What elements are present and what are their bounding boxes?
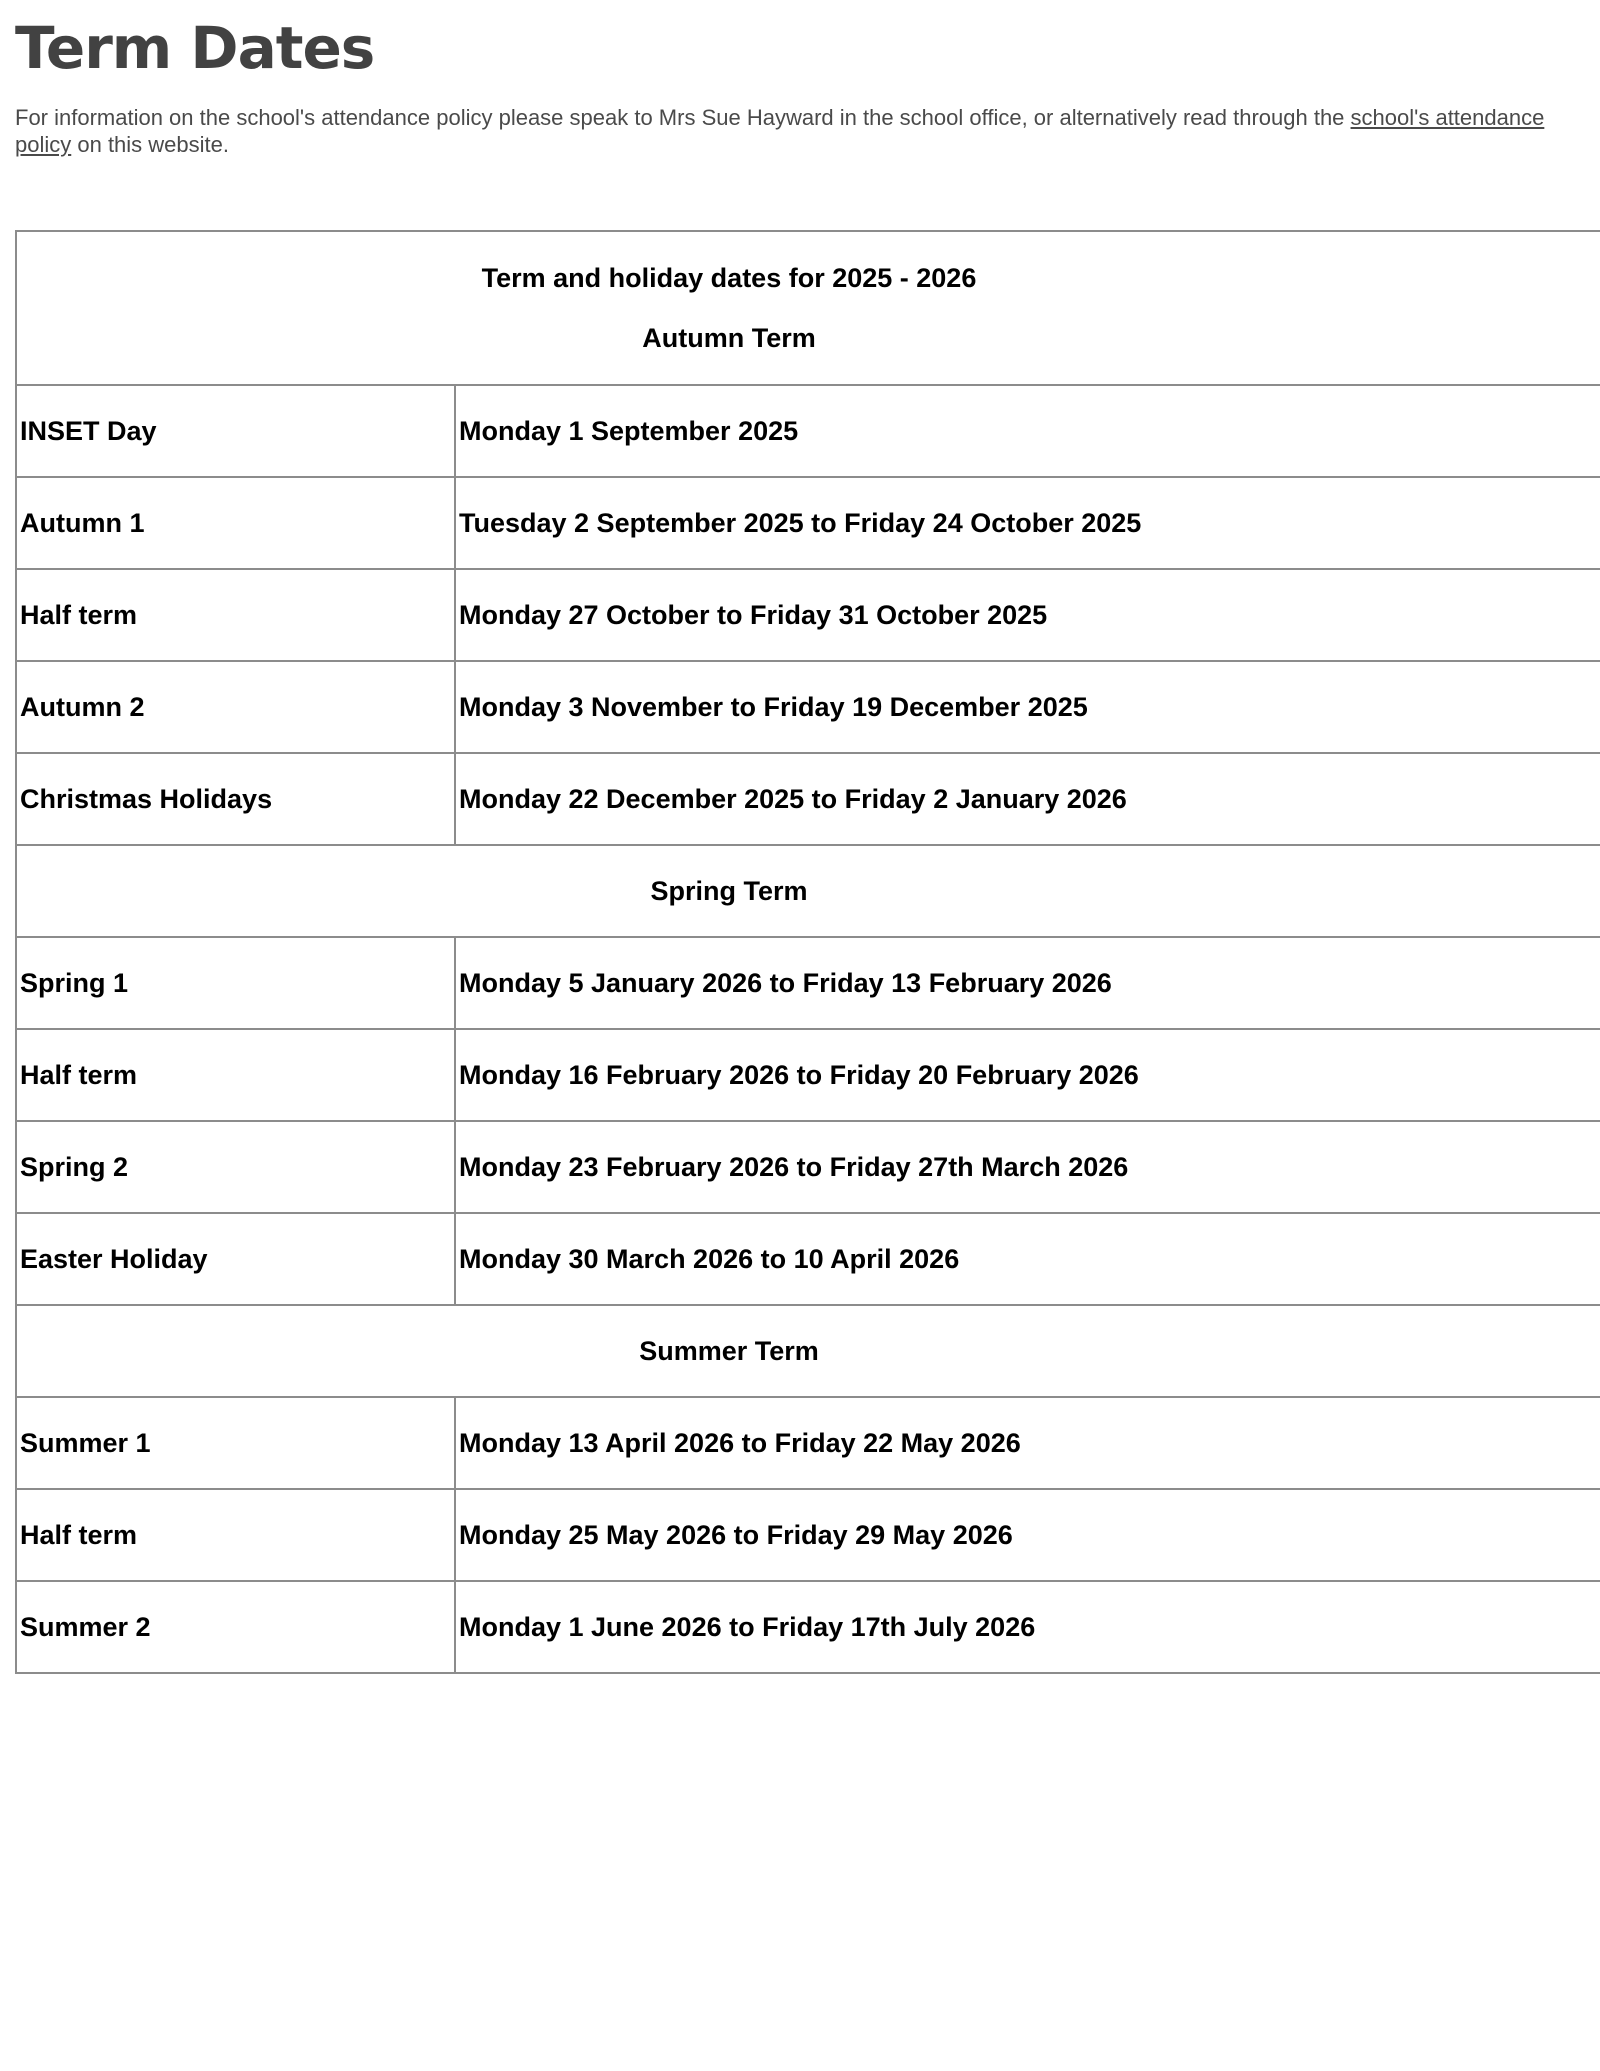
term-dates: Monday 3 November to Friday 19 December 2025	[455, 661, 1600, 753]
term-dates: Monday 5 January 2026 to Friday 13 February 2026	[455, 937, 1600, 1029]
page-title: Term Dates	[15, 14, 375, 82]
term-label: Autumn 1	[16, 477, 455, 569]
table-row	[16, 569, 1600, 661]
term-dates: Monday 30 March 2026 to 10 April 2026	[455, 1213, 1600, 1305]
term-dates: Monday 1 September 2025	[455, 385, 1600, 477]
term-dates: Monday 23 February 2026 to Friday 27th March 2026	[455, 1121, 1600, 1213]
table-row	[16, 1397, 1600, 1489]
term-dates: Monday 25 May 2026 to Friday 29 May 2026	[455, 1489, 1600, 1581]
table-row	[16, 1029, 1600, 1121]
table-row	[16, 1213, 1600, 1305]
term-label: Half term	[16, 569, 455, 661]
intro-text: For information on the school's attendance policy please speak to Mrs Sue Hayward in the school office, or alternatively read through the	[15, 105, 1351, 130]
section-row	[16, 845, 1600, 937]
section-row	[16, 1305, 1600, 1397]
attendance-policy-link[interactable]: school's attendance policy	[15, 105, 1545, 157]
table-row	[16, 661, 1600, 753]
table-heading-row	[16, 231, 1600, 385]
term-label: INSET Day	[16, 385, 455, 477]
term-dates-table	[15, 230, 1600, 1674]
term-dates: Monday 27 October to Friday 31 October 2025	[455, 569, 1600, 661]
section-title-spring: Spring Term	[16, 845, 1600, 937]
table-heading: Term and holiday dates for 2025 - 2026	[481, 263, 977, 293]
table-row	[16, 937, 1600, 1029]
table-row	[16, 477, 1600, 569]
table-row	[16, 1581, 1600, 1673]
intro-text-end: on this website.	[71, 132, 229, 157]
term-label: Summer 1	[16, 1397, 455, 1489]
section-title-summer: Summer Term	[16, 1305, 1600, 1397]
intro-paragraph	[15, 104, 1575, 158]
term-label: Half term	[16, 1029, 455, 1121]
term-dates: Monday 22 December 2025 to Friday 2 January 2026	[455, 753, 1600, 845]
term-label: Easter Holiday	[16, 1213, 455, 1305]
term-dates: Monday 16 February 2026 to Friday 20 February 2026	[455, 1029, 1600, 1121]
term-label: Half term	[16, 1489, 455, 1581]
term-label: Spring 2	[16, 1121, 455, 1213]
term-dates: Monday 13 April 2026 to Friday 22 May 2026	[455, 1397, 1600, 1489]
table-row	[16, 753, 1600, 845]
term-label: Christmas Holidays	[16, 753, 455, 845]
table-heading-cell	[16, 231, 1600, 385]
term-label: Summer 2	[16, 1581, 455, 1673]
term-dates: Monday 1 June 2026 to Friday 17th July 2026	[455, 1581, 1600, 1673]
term-dates: Tuesday 2 September 2025 to Friday 24 October 2025	[455, 477, 1600, 569]
table-row	[16, 385, 1600, 477]
term-label: Autumn 2	[16, 661, 455, 753]
table-row	[16, 1489, 1600, 1581]
term-label: Spring 1	[16, 937, 455, 1029]
table-row	[16, 1121, 1600, 1213]
section-title-autumn: Autumn Term	[642, 323, 816, 353]
